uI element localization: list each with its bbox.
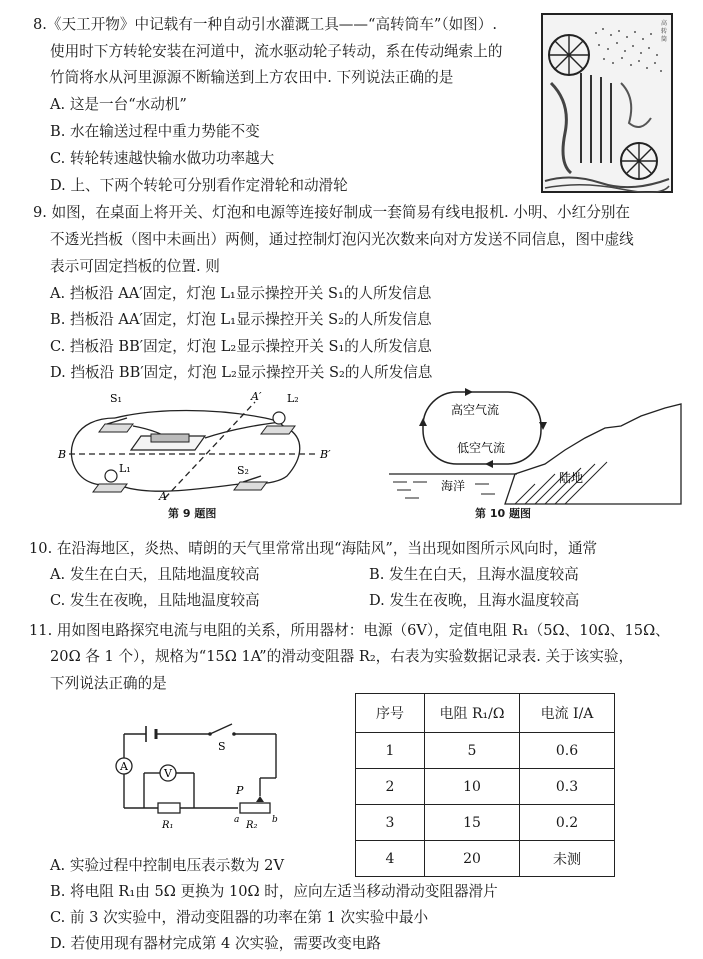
r2-label: R₂	[246, 820, 258, 831]
q10-option-c: C. 发生在夜晚，且陆地温度较高	[50, 592, 260, 609]
table-cell: 0.6	[520, 733, 615, 769]
q10-option-b: B. 发生在白天，且海水温度较高	[369, 566, 579, 583]
telegraph-circuit-figure	[55, 388, 355, 506]
terminal-b-label: b	[272, 815, 278, 825]
lamp-l2-icon	[261, 412, 295, 434]
voltmeter-icon	[160, 765, 176, 781]
svg-text:高: 高	[661, 20, 668, 27]
q11-option-c: C. 前 3 次实验中，滑动变阻器的功率在第 1 次实验中最小	[50, 909, 429, 926]
r1-label: R₁	[162, 820, 174, 831]
switch-s2-icon	[234, 476, 267, 490]
switch-s1-icon	[99, 418, 133, 432]
table-row	[356, 805, 615, 841]
q11-stem-line-1: 11. 用如图电路探究电流与电阻的关系，所用器材：电源（6V），定值电阻 R₁（5Ω、10Ω、15Ω、	[29, 622, 670, 639]
s1-label: S₁	[110, 392, 122, 405]
table-cell: 15	[425, 805, 520, 841]
q11-option-b: B. 将电阻 R₁由 5Ω 更换为 10Ω 时，应向左适当移动滑动变阻器滑片	[50, 883, 498, 900]
table-row	[356, 769, 615, 805]
fig10-caption: 第 10 题图	[475, 507, 531, 520]
b-label: B	[58, 448, 67, 461]
svg-text:A: A	[120, 760, 128, 773]
a-prime-label: A′	[251, 390, 262, 403]
low-air-label: 低空气流	[457, 441, 506, 455]
table-header-current: 电流 I/A	[520, 694, 615, 733]
table-header-row	[356, 694, 615, 733]
table-cell: 2	[356, 769, 425, 805]
q10-stem: 10. 在沿海地区，炎热、晴朗的天气里常常出现“海陆风”，当出现如图所示风向时，通常	[29, 540, 598, 557]
resistor-r1-icon	[158, 803, 180, 813]
battery-icon	[146, 726, 156, 742]
q8-stem-line-1: 8.《天工开物》中记载有一种自动引水灌溉工具——“高转筒车”（如图）.	[33, 16, 497, 33]
q11-option-d: D. 若使用现有器材完成第 4 次实验，需要改变电路	[50, 935, 381, 952]
q8-option-d: D. 上、下两个转轮可分别看作定滑轮和动滑轮	[50, 177, 348, 194]
q9-stem-line-3: 表示可固定挡板的位置. 则	[50, 258, 220, 275]
q11-stem-line-2: 20Ω 各 1 个），规格为“15Ω 1A”的滑动变阻器 R₂，右表为实验数据记录表. 关于该实验，	[50, 648, 634, 665]
high-air-label: 高空气流	[451, 403, 500, 417]
a-label: A	[159, 490, 167, 503]
q9-stem-line-1: 9. 如图，在桌面上将开关、灯泡和电源等连接好制成一套简易有线电报机. 小明、小红分别在	[33, 204, 631, 221]
q9-option-b: B. 挡板沿 AA′固定，灯泡 L₁显示操控开关 S₂的人所发信息	[50, 311, 432, 328]
sea-label: 海洋	[441, 479, 466, 493]
experiment-circuit-figure	[100, 718, 300, 834]
table-cell: 3	[356, 805, 425, 841]
q8-option-c: C. 转轮转速越快输水做功功率越大	[50, 150, 275, 167]
q10-option-a: A. 发生在白天，且陆地温度较高	[50, 566, 260, 583]
q11-stem-line-3: 下列说法正确的是	[50, 675, 167, 692]
table-cell: 10	[425, 769, 520, 805]
q8-stem-line-2: 使用时下方转轮安装在河道中，流水驱动轮子转动，系在传动绳索上的	[50, 43, 503, 60]
table-row	[356, 841, 615, 877]
table-header-resistance: 电阻 R₁/Ω	[425, 694, 520, 733]
table-cell: 未测	[520, 841, 615, 877]
switch-label: S	[218, 740, 226, 753]
table-cell: 20	[425, 841, 520, 877]
b-prime-label: B′	[320, 448, 331, 461]
battery-pack-icon	[131, 434, 205, 450]
svg-text:筒: 筒	[661, 36, 668, 43]
ammeter-icon	[116, 758, 132, 774]
q9-option-a: A. 挡板沿 AA′固定，灯泡 L₁显示操控开关 S₁的人所发信息	[50, 285, 432, 302]
terminal-a-label: a	[234, 815, 240, 825]
sea-land-breeze-figure	[385, 386, 685, 508]
q11-option-a: A. 实验过程中控制电压表示数为 2V	[50, 857, 284, 874]
q10-option-d: D. 发生在夜晚，且海水温度较高	[369, 592, 580, 609]
q8-option-b: B. 水在输送过程中重力势能不变	[50, 123, 260, 140]
table-cell: 0.2	[520, 805, 615, 841]
q9-stem-line-2: 不透光挡板（图中未画出）两侧，通过控制灯泡闪光次数来向对方发送不同信息，图中虚线	[50, 231, 634, 248]
q8-stem-line-3: 竹筒将水从河里源源不断输送到上方农田中. 下列说法正确的是	[50, 69, 454, 86]
table-cell: 1	[356, 733, 425, 769]
waterwheel-illustration	[541, 13, 673, 193]
fig9-caption: 第 9 题图	[168, 507, 217, 520]
table-cell: 4	[356, 841, 425, 877]
svg-text:转: 转	[661, 28, 668, 35]
rheostat-r2-icon	[240, 796, 270, 813]
q8-option-a: A. 这是一台“水动机”	[50, 96, 187, 113]
l2-label: L₂	[287, 392, 299, 405]
slider-p-label: P	[236, 784, 244, 797]
l1-label: L₁	[119, 462, 131, 475]
table-header-index: 序号	[356, 694, 425, 733]
data-record-table	[355, 693, 615, 877]
table-cell: 0.3	[520, 769, 615, 805]
svg-text:V: V	[164, 767, 172, 780]
q9-option-d: D. 挡板沿 BB′固定，灯泡 L₂显示操控开关 S₂的人所发信息	[50, 364, 433, 381]
q9-option-c: C. 挡板沿 BB′固定，灯泡 L₂显示操控开关 S₁的人所发信息	[50, 338, 432, 355]
table-row	[356, 733, 615, 769]
land-label: 陆地	[559, 471, 584, 485]
table-cell: 5	[425, 733, 520, 769]
s2-label: S₂	[237, 464, 249, 477]
